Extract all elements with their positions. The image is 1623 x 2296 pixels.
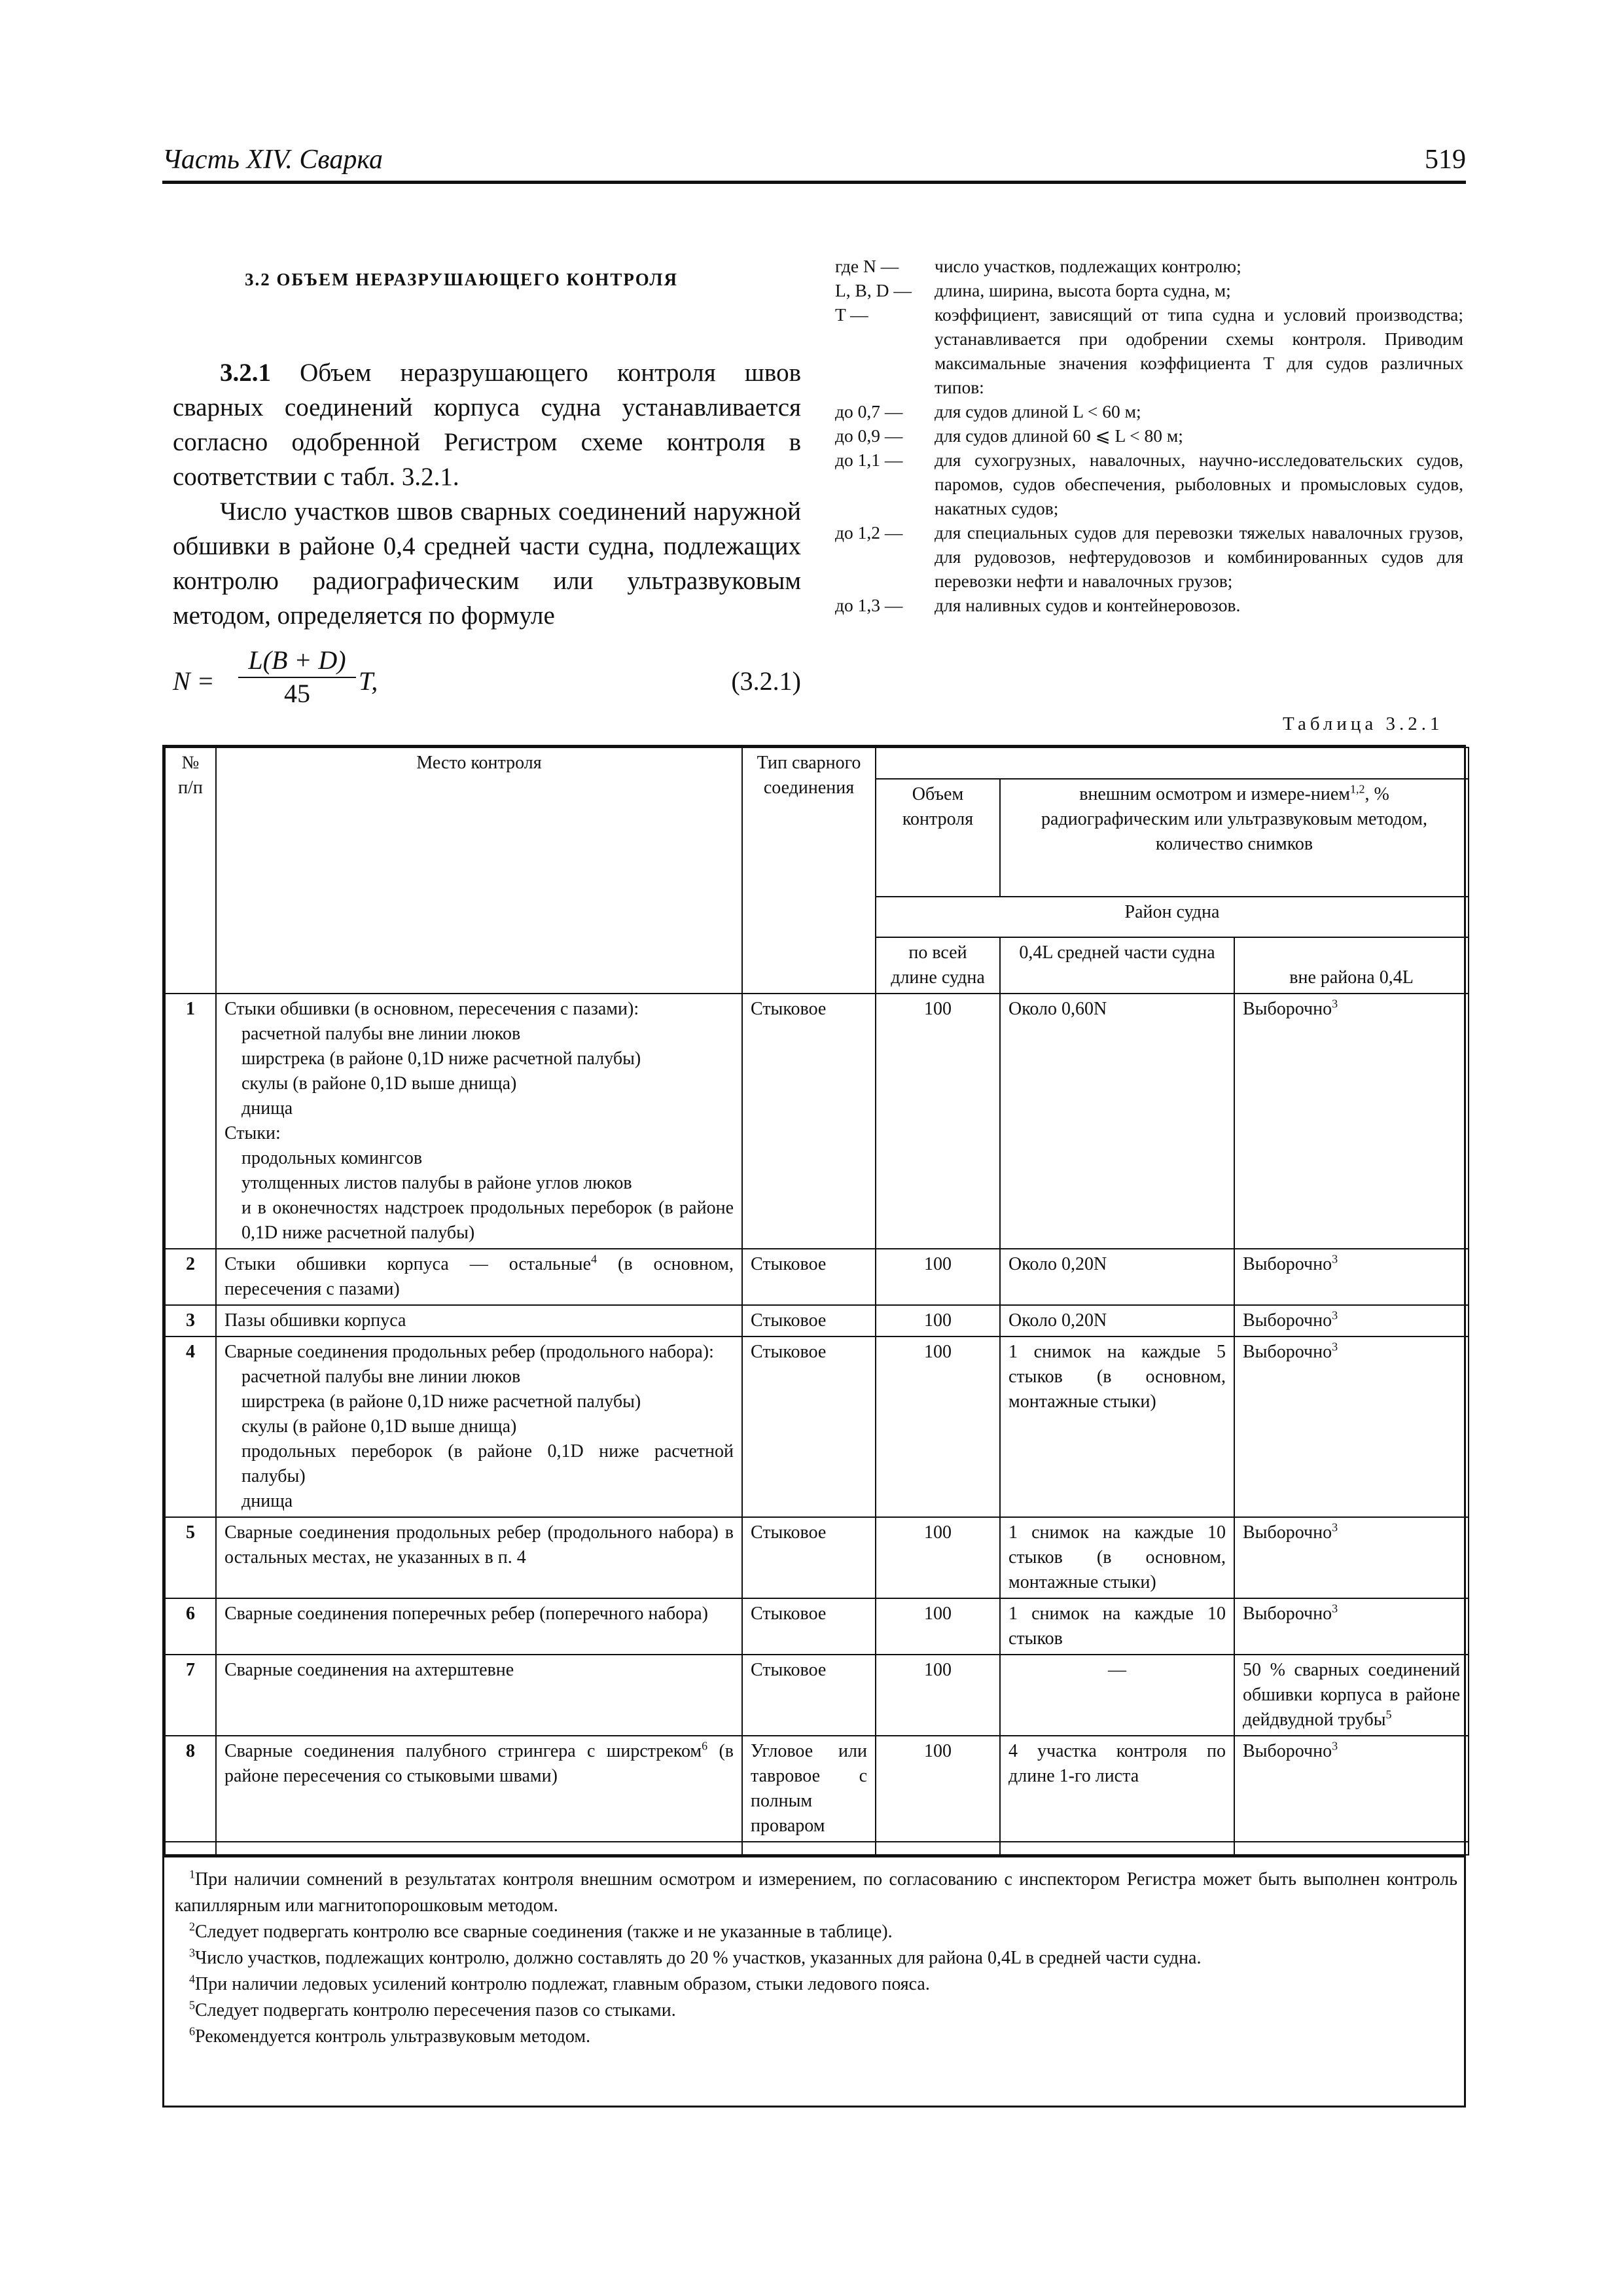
place-line: расчетной палубы вне линии люков [241,1024,521,1044]
right-column [835,254,1463,617]
table-row [165,1249,1469,1305]
filler-cell [1000,1842,1234,1855]
cell-place [216,1305,742,1336]
table-body [165,994,1469,1855]
place-text-tail: (в районе пересечения со стыковыми швами) [224,1741,734,1786]
cell-place [216,1517,742,1598]
definition-key: где N — [835,256,899,276]
cell-whole: 100 [876,1305,1000,1336]
table-row [165,1655,1469,1736]
footnote-number: 3 [189,1946,195,1960]
cell-type: Стыковое [742,1249,876,1305]
definition-item [835,302,1463,399]
cell-outside [1234,1336,1469,1517]
cell-outside [1234,1517,1469,1598]
definition-text: число участков, подлежащих контролю; [935,256,1241,276]
page-number: 519 [1425,145,1466,175]
table-row [165,1336,1469,1517]
cell-mid: Около 0,20N [1000,1305,1234,1336]
cell-num: 5 [165,1517,216,1598]
place-text: Сварные соединения поперечных ребер (поперечного набора) [224,1604,708,1624]
cell-type: Стыковое [742,1305,876,1336]
cell-outside [1234,1249,1469,1305]
cell-type: Стыковое [742,1598,876,1655]
cell-place [216,1655,742,1736]
formula-fraction [238,645,356,709]
filler-cell [876,1842,1000,1855]
cell-type: Стыковое [742,1655,876,1736]
table-caption: Таблица 3.2.1 [1283,713,1444,734]
place-line: ширстрека (в районе 0,1D ниже расчетной палубы) [241,1391,641,1412]
part-title: Часть XIV. Сварка [162,145,383,175]
outside-footnote-ref: 3 [1332,1602,1338,1615]
cell-mid: 4 участка контроля по длине 1-го листа [1000,1736,1234,1842]
footnote [175,2024,1457,2050]
cell-mid: Около 0,20N [1000,1249,1234,1305]
header-blank [876,747,1469,779]
header-method: внешним осмотром и измере-нием$^{1,2}$, % радиографическим или ультразвуковым методом, количество снимков [1000,779,1469,897]
footnote-text: Следует подвергать контролю все сварные соединения (также и не указанные в таблице). [195,1922,893,1942]
definition-key: T — [835,304,868,325]
place-line: расчетной палубы вне линии люков [241,1367,521,1387]
cell-mid: Около 0,60N [1000,994,1234,1249]
cell-outside [1234,1305,1469,1336]
cell-whole: 100 [876,1517,1000,1598]
cell-place [216,1336,742,1517]
definition-text: коэффициент, зависящий от типа судна и условий производства; устанавливается при одобрении схемы контроля. Приводим максимальные значения коэффициента T для судов различных типов: [935,304,1463,397]
place-line: Стыки обшивки (в основном, пересечения с пазами): [224,999,639,1019]
filler-cell [165,1842,216,1855]
table-row [165,1517,1469,1598]
place-text: Сварные соединения на ахтерштевне [224,1660,514,1680]
cell-place [216,994,742,1249]
cell-outside [1234,1655,1469,1736]
cell-place [216,1736,742,1842]
definition-text: для судов длиной 60 ⩽ L < 80 м; [935,425,1183,446]
outside-text: 50 % сварных соединений обшивки корпуса в районе дейдвудной трубы [1243,1660,1461,1730]
table-footnotes [164,1856,1464,2056]
header-whole: по всей длине судна [876,937,1000,994]
outside-footnote-ref: 3 [1332,1308,1338,1322]
table-row [165,1736,1469,1842]
formula-numerator: L(B + D) [238,645,356,678]
place-line: днища [241,1098,293,1119]
cell-place [216,1249,742,1305]
definition-key: до 1,3 — [835,595,903,615]
cell-num: 4 [165,1336,216,1517]
place-footnote-ref: 6 [702,1739,708,1753]
footnote-number: 6 [189,2024,195,2038]
cell-whole: 100 [876,994,1000,1249]
place-line: продольных комингсов [241,1148,423,1168]
paragraph-number: 3.2.1 [220,359,271,387]
outside-text: Выборочно [1243,1604,1332,1624]
footnote-text: Следует подвергать контролю пересечения пазов со стыками. [195,2000,676,2020]
place-line: скулы (в районе 0,1D выше днища) [241,1073,517,1094]
paragraph-3-2-1 [173,355,801,494]
definition-text: для сухогрузных, навалочных, научно-исследовательских судов, паромов, судов обеспечения, рыболовных и промысловых судов, накатных судов; [935,450,1463,518]
definition-key: до 1,2 — [835,522,903,543]
cell-num: 8 [165,1736,216,1842]
paragraph-count: Число участков швов сварных соединений наружной обшивки в районе 0,4 средней части судна, подлежащих контролю радиографическим или ультразвуковым методом, определяется по формуле [173,497,801,630]
footnote-text: При наличии ледовых усилений контролю подлежат, главным образом, стыки ледового пояса. [195,1974,930,1994]
formula-denominator: 45 [284,679,310,708]
outside-text: Выборочно [1243,1342,1332,1362]
footnote [175,1919,1457,1945]
paragraph-text: Объем неразрушающего контроля швов сварных соединений корпуса судна устанавливается согласно одобренной Регистром схеме контроля в соответствии с табл. 3.2.1. [173,359,801,491]
cell-num: 6 [165,1598,216,1655]
definition-item [835,399,1463,423]
definition-text: для наливных судов и контейнеровозов. [935,595,1241,615]
footnote [175,1998,1457,2024]
cell-outside [1234,994,1469,1249]
place-line: Сварные соединения продольных ребер (продольного набора): [224,1342,714,1362]
header-region: Район судна [876,897,1469,937]
definition-item [835,278,1463,302]
place-line: продольных переборок (в районе 0,1D ниже расчетной палубы) [241,1441,734,1486]
outside-footnote-ref: 3 [1332,1340,1338,1354]
cell-whole: 100 [876,1598,1000,1655]
inspection-table [164,747,1469,1856]
definition-text: для судов длиной L < 60 м; [935,401,1141,422]
place-line: днища [241,1491,293,1511]
footnote-text: Число участков, подлежащих контролю, должно составлять до 20 % участков, указанных для района 0,4L в средней части судна. [195,1948,1202,1968]
cell-whole: 100 [876,1736,1000,1842]
definition-item [835,254,1463,278]
header-volume: Объем контроля [876,779,1000,897]
running-header [162,139,1466,184]
definition-key: до 0,7 — [835,401,903,422]
cell-mid: — [1000,1655,1234,1736]
table-row [165,1305,1469,1336]
filler-cell [216,1842,742,1855]
footnote-number: 5 [189,1998,195,2012]
cell-type: Стыковое [742,1336,876,1517]
definition-item [835,423,1463,448]
cell-whole: 100 [876,1655,1000,1736]
place-line: ширстрека (в районе 0,1D ниже расчетной палубы) [241,1049,641,1069]
definitions-list [835,254,1463,617]
outside-footnote-ref: 3 [1332,1520,1338,1534]
definition-text: длина, ширина, высота борта судна, м; [935,280,1231,300]
definition-key: L, B, D — [835,280,912,300]
footnote-number: 1 [189,1867,195,1881]
outside-text: Выборочно [1243,1522,1332,1543]
cell-type: Стыковое [742,994,876,1249]
definition-item [835,520,1463,593]
cell-mid: 1 снимок на каждые 10 стыков [1000,1598,1234,1655]
footnote-text: Рекомендуется контроль ультразвуковым методом. [195,2026,591,2047]
place-line: скулы (в районе 0,1D выше днища) [241,1416,517,1437]
outside-footnote-ref: 3 [1332,1739,1338,1753]
cell-num: 3 [165,1305,216,1336]
cell-outside [1234,1598,1469,1655]
place-footnote-ref: 4 [591,1252,597,1266]
outside-footnote-ref: 3 [1332,1252,1338,1266]
footnote [175,1971,1457,1998]
place-text: Сварные соединения продольных ребер (продольного набора) в остальных местах, не указанных в п. 4 [224,1522,734,1568]
footnote-number: 2 [189,1920,195,1933]
formula-tail: T, [359,666,378,696]
header-outside: вне района 0,4L [1234,937,1469,994]
outside-footnote-ref: 3 [1332,997,1338,1011]
definition-item [835,448,1463,520]
cell-type: Стыковое [742,1517,876,1598]
table-filler-row [165,1842,1469,1855]
outside-text: Выборочно [1243,1741,1332,1761]
cell-num: 1 [165,994,216,1249]
cell-num: 2 [165,1249,216,1305]
outside-text: Выборочно [1243,999,1332,1019]
footnote [175,1867,1457,1919]
cell-outside [1234,1736,1469,1842]
place-line: и в оконечностях надстроек продольных переборок (в районе 0,1D ниже расчетной палубы) [241,1198,734,1243]
outside-text: Выборочно [1243,1254,1332,1274]
filler-cell [742,1842,876,1855]
place-text: Пазы обшивки корпуса [224,1310,406,1331]
definition-text: для специальных судов для перевозки тяжелых навалочных грузов, для рудовозов, нефтерудовозов и комбинированных судов для перевозки нефти и навалочных грузов; [935,522,1463,591]
formula-3-2-1 [173,645,801,717]
cell-type: Угловое или тавровое с полным проваром [742,1736,876,1842]
cell-whole: 100 [876,1336,1000,1517]
header-mid: 0,4L средней части судна [1000,937,1234,994]
header-type: Тип сварного соединения [742,747,876,994]
footnote-text: При наличии сомнений в результатах контроля внешним осмотром и измерением, по согласованию с инспектором Регистра может быть выполнен контроль капиллярным или магнитопорошковым методом. [175,1869,1457,1916]
formula-lhs: N = [173,666,215,696]
formula-number: (3.2.1) [731,666,801,696]
definition-key: до 0,9 — [835,425,903,446]
header-num: № п/п [165,747,216,994]
place-text: Сварные соединения палубного стрингера с ширстреком [224,1741,702,1761]
place-text: Стыки обшивки корпуса — остальные [224,1254,592,1274]
table-row [165,1598,1469,1655]
filler-cell [1234,1842,1469,1855]
left-column [173,249,801,717]
table-row [165,994,1469,1249]
outside-footnote-ref: 5 [1385,1708,1392,1721]
definition-item [835,593,1463,617]
cell-mid: 1 снимок на каждые 10 стыков (в основном, монтажные стыки) [1000,1517,1234,1598]
cell-mid: 1 снимок на каждые 5 стыков (в основном, монтажные стыки) [1000,1336,1234,1517]
cell-place [216,1598,742,1655]
outside-text: Выборочно [1243,1310,1332,1331]
place-text-tail: (в основном, пересечения с пазами) [224,1254,734,1299]
section-title: 3.2 ОБЪЕМ НЕРАЗРУШАЮЩЕГО КОНТРОЛЯ [245,270,678,289]
footnote [175,1945,1457,1971]
table-3-2-1 [162,745,1466,2108]
place-line: Стыки: [224,1123,281,1143]
definition-key: до 1,1 — [835,450,903,470]
cell-whole: 100 [876,1249,1000,1305]
footnote-number: 4 [189,1972,195,1986]
header-place: Место контроля [216,747,742,994]
place-line: утолщенных листов палубы в районе углов люков [241,1173,632,1193]
cell-num: 7 [165,1655,216,1736]
